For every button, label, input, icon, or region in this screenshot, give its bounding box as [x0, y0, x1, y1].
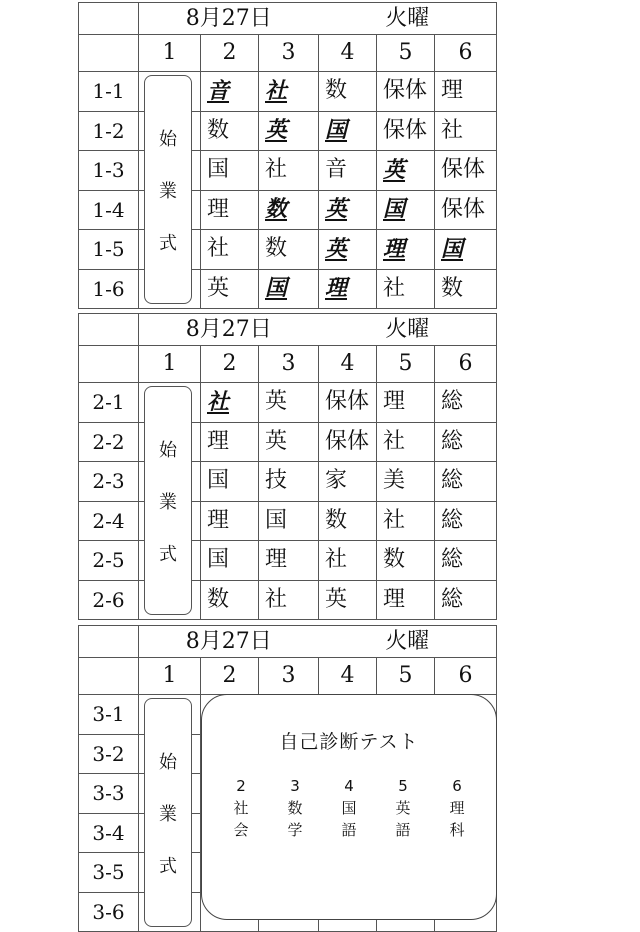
ceremony-char: 業: [159, 180, 177, 202]
subject: 社: [383, 507, 406, 533]
subject-cell: [377, 422, 435, 462]
self-test-subject-char: 英: [395, 799, 411, 817]
subject: 理: [383, 389, 406, 415]
class-label: 3-5: [79, 853, 139, 893]
class-label: 1-3: [79, 151, 139, 191]
subject: 理: [441, 78, 464, 104]
subject: 数: [265, 236, 288, 262]
subject: 保体: [441, 157, 486, 183]
highlighted-subject: 国: [325, 117, 348, 144]
self-test-subject-char: 国: [341, 799, 357, 817]
subject-cell: [319, 72, 377, 112]
subject-cell: [201, 462, 259, 502]
class-label: 3-2: [79, 734, 139, 774]
subject: 社: [441, 117, 464, 143]
subject-cell: [435, 462, 497, 502]
self-test-title: 自己診断テスト: [279, 731, 419, 753]
class-row: [79, 111, 497, 151]
subject: 国: [207, 547, 230, 573]
highlighted-subject: 英: [325, 196, 348, 223]
class-row: [79, 230, 497, 270]
subject-cell: [201, 190, 259, 230]
subject: 数: [325, 78, 348, 104]
self-test-period: 3: [290, 777, 300, 795]
subject: 音: [325, 157, 348, 183]
subject-cell: [259, 111, 319, 151]
highlighted-subject: 国: [383, 196, 406, 223]
highlighted-subject: 数: [265, 196, 288, 223]
self-test-column: [383, 775, 423, 841]
subject-cell: [259, 422, 319, 462]
period-number: 2: [201, 346, 259, 383]
subject-cell: [435, 190, 497, 230]
self-test-period: 5: [398, 777, 408, 795]
self-test-period: 6: [452, 777, 462, 795]
subject: 保体: [325, 389, 370, 415]
highlighted-subject: 英: [265, 117, 288, 144]
ceremony-char: 始: [159, 751, 177, 773]
period-number: 6: [435, 658, 497, 695]
period-number: 1: [139, 346, 201, 383]
subject-cell: [201, 501, 259, 541]
subject: 数: [325, 507, 348, 533]
subject: 英: [207, 275, 230, 301]
subject-cell: [259, 72, 319, 112]
subject: 数: [383, 547, 406, 573]
period-number: 3: [259, 346, 319, 383]
subject-cell: [259, 541, 319, 581]
subject-cell: [377, 72, 435, 112]
class-label: 1-6: [79, 269, 139, 309]
self-test-period: 4: [344, 777, 354, 795]
highlighted-subject: 社: [207, 388, 230, 415]
subject-cell: [319, 462, 377, 502]
opening-ceremony-box: [144, 386, 192, 615]
subject: 理: [265, 547, 288, 573]
ceremony-char: 業: [159, 491, 177, 513]
subject-cell: [319, 269, 377, 309]
subject-cell: [201, 383, 259, 423]
subject-cell: [377, 541, 435, 581]
subject: 美: [383, 468, 406, 494]
subject-cell: [259, 190, 319, 230]
ceremony-char: 式: [159, 543, 177, 565]
subject: 総: [441, 507, 464, 533]
class-label: 1-1: [79, 72, 139, 112]
subject: 総: [441, 428, 464, 454]
subject: 社: [265, 586, 288, 612]
grade-1-schedule: [78, 2, 497, 309]
period-number: 3: [259, 658, 319, 695]
class-row: [79, 580, 497, 620]
class-row: [79, 501, 497, 541]
subject-cell: [435, 269, 497, 309]
subject-cell: [435, 230, 497, 270]
subject-cell: [319, 190, 377, 230]
class-row: [79, 151, 497, 191]
class-label: 3-4: [79, 813, 139, 853]
self-test-column: [275, 775, 315, 841]
subject-cell: [201, 151, 259, 191]
period-number: 5: [377, 346, 435, 383]
subject: 保体: [441, 196, 486, 222]
subject-cell: [201, 269, 259, 309]
subject: 総: [441, 547, 464, 573]
subject: 英: [325, 586, 348, 612]
subject: 保体: [383, 117, 428, 143]
timetable: [78, 313, 497, 620]
period-number: 3: [259, 35, 319, 72]
class-row: [79, 541, 497, 581]
period-number: 4: [319, 346, 377, 383]
header-corner: [79, 3, 139, 35]
timetable: [78, 2, 497, 309]
class-label: 2-3: [79, 462, 139, 502]
subject-cell: [435, 580, 497, 620]
header-corner: [79, 314, 139, 346]
period-number: 2: [201, 658, 259, 695]
self-test-column: [329, 775, 369, 841]
self-test-period: 2: [236, 777, 246, 795]
subject-cell: [259, 230, 319, 270]
subject: 保体: [325, 428, 370, 454]
subject: 社: [207, 236, 230, 262]
highlighted-subject: 理: [383, 235, 406, 262]
class-label: 2-2: [79, 422, 139, 462]
subject: 総: [441, 468, 464, 494]
period-header-corner: [79, 346, 139, 383]
subject: 国: [207, 157, 230, 183]
period-number: 1: [139, 658, 201, 695]
highlighted-subject: 理: [325, 275, 348, 302]
subject-cell: [201, 230, 259, 270]
self-test-subject-char: 会: [233, 821, 249, 839]
subject-cell: [435, 111, 497, 151]
subject: 数: [441, 275, 464, 301]
highlighted-subject: 英: [325, 235, 348, 262]
subject-cell: [319, 501, 377, 541]
subject-cell: [377, 111, 435, 151]
subject: 社: [383, 428, 406, 454]
self-test-column: [221, 775, 261, 841]
ceremony-char: 始: [159, 128, 177, 150]
subject-cell: [435, 541, 497, 581]
period-number: 6: [435, 346, 497, 383]
subject-cell: [259, 151, 319, 191]
class-label: 1-2: [79, 111, 139, 151]
subject: 総: [441, 586, 464, 612]
self-test-subject-char: 語: [395, 821, 411, 839]
subject: 家: [325, 468, 348, 494]
subject: 理: [383, 586, 406, 612]
highlighted-subject: 音: [207, 77, 230, 104]
opening-ceremony-box: [144, 75, 192, 304]
subject-cell: [201, 580, 259, 620]
grade-2-schedule: [78, 313, 497, 620]
subject-cell: [319, 151, 377, 191]
class-label: 3-3: [79, 774, 139, 814]
subject-cell: [377, 383, 435, 423]
subject-cell: [319, 541, 377, 581]
weekday-label: 火曜: [319, 626, 497, 658]
subject-cell: [319, 111, 377, 151]
subject: 総: [441, 389, 464, 415]
class-row: [79, 72, 497, 112]
subject-cell: [435, 151, 497, 191]
subject-cell: [435, 383, 497, 423]
class-row: [79, 269, 497, 309]
highlighted-subject: 社: [265, 77, 288, 104]
class-label: 1-5: [79, 230, 139, 270]
class-label: 2-4: [79, 501, 139, 541]
self-test-subject-char: 学: [287, 821, 303, 839]
highlighted-subject: 国: [441, 235, 464, 262]
subject-cell: [319, 422, 377, 462]
subject-cell: [201, 422, 259, 462]
weekday-label: 火曜: [319, 3, 497, 35]
subject-cell: [435, 501, 497, 541]
weekday-label: 火曜: [319, 314, 497, 346]
subject: 英: [265, 389, 288, 415]
class-label: 2-6: [79, 580, 139, 620]
self-test-column: [437, 775, 477, 841]
subject: 数: [207, 117, 230, 143]
subject-cell: [319, 580, 377, 620]
self-test-subject-char: 理: [449, 799, 465, 817]
class-label: 3-1: [79, 695, 139, 735]
opening-ceremony-box: [144, 698, 192, 927]
subject: 保体: [383, 78, 428, 104]
self-test-box: [201, 694, 497, 920]
subject: 社: [325, 547, 348, 573]
self-test-subject-char: 語: [341, 821, 357, 839]
highlighted-subject: 国: [265, 275, 288, 302]
period-header-corner: [79, 658, 139, 695]
class-label: 2-5: [79, 541, 139, 581]
period-number: 5: [377, 35, 435, 72]
self-test-subject-char: 科: [449, 821, 465, 839]
period-number: 5: [377, 658, 435, 695]
period-number: 2: [201, 35, 259, 72]
highlighted-subject: 英: [383, 156, 406, 183]
subject: 社: [265, 157, 288, 183]
date-label: 8月27日: [139, 314, 319, 346]
subject-cell: [319, 383, 377, 423]
date-label: 8月27日: [139, 626, 319, 658]
subject: 数: [207, 586, 230, 612]
subject-cell: [259, 462, 319, 502]
subject: 理: [207, 507, 230, 533]
header-corner: [79, 626, 139, 658]
ceremony-char: 式: [159, 232, 177, 254]
subject: 国: [265, 507, 288, 533]
class-row: [79, 190, 497, 230]
subject-cell: [377, 580, 435, 620]
class-row: [79, 383, 497, 423]
subject-cell: [259, 580, 319, 620]
subject-cell: [201, 72, 259, 112]
period-number: 1: [139, 35, 201, 72]
period-number: 4: [319, 35, 377, 72]
subject: 理: [207, 428, 230, 454]
subject-cell: [377, 269, 435, 309]
subject-cell: [377, 230, 435, 270]
ceremony-char: 式: [159, 855, 177, 877]
subject: 社: [383, 275, 406, 301]
class-label: 2-1: [79, 383, 139, 423]
class-row: [79, 462, 497, 502]
subject: 技: [265, 468, 288, 494]
ceremony-char: 業: [159, 803, 177, 825]
subject: 国: [207, 468, 230, 494]
ceremony-char: 始: [159, 439, 177, 461]
period-number: 4: [319, 658, 377, 695]
subject-cell: [259, 501, 319, 541]
class-label: 3-6: [79, 892, 139, 932]
subject-cell: [377, 190, 435, 230]
subject-cell: [377, 151, 435, 191]
period-header-corner: [79, 35, 139, 72]
subject-cell: [201, 111, 259, 151]
subject: 理: [207, 196, 230, 222]
subject-cell: [377, 462, 435, 502]
class-label: 1-4: [79, 190, 139, 230]
subject-cell: [435, 72, 497, 112]
period-number: 6: [435, 35, 497, 72]
date-label: 8月27日: [139, 3, 319, 35]
self-test-subject-char: 社: [233, 799, 249, 817]
class-row: [79, 422, 497, 462]
subject: 英: [265, 428, 288, 454]
subject-cell: [259, 383, 319, 423]
subject-cell: [201, 541, 259, 581]
subject-cell: [259, 269, 319, 309]
self-test-subject-char: 数: [287, 799, 303, 817]
subject-cell: [377, 501, 435, 541]
subject-cell: [435, 422, 497, 462]
subject-cell: [319, 230, 377, 270]
